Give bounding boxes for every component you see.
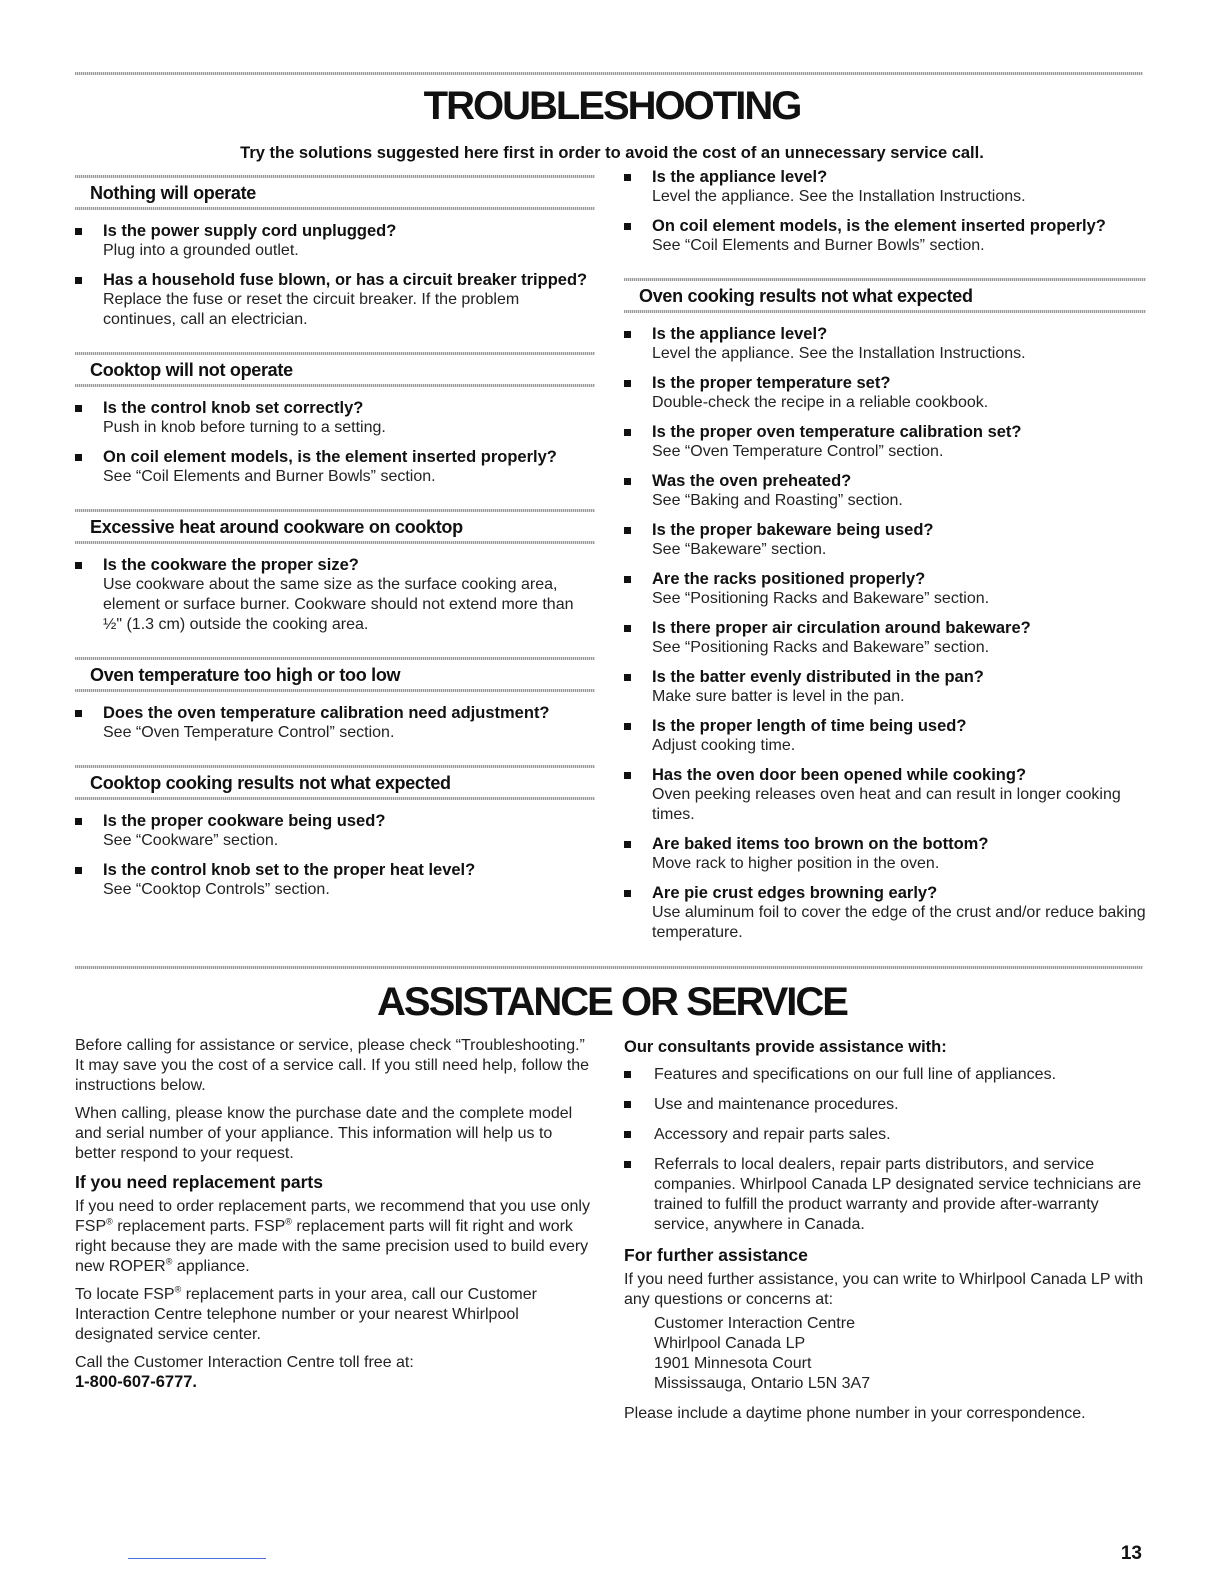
list-item xyxy=(624,521,1146,560)
bullet-icon xyxy=(624,1131,631,1138)
group-cooktop-not-operate xyxy=(75,352,595,487)
answer: See “Bakeware” section. xyxy=(652,541,827,558)
answer: Double-check the recipe in a reliable cookbook. xyxy=(652,394,989,411)
call-paragraph: Call the Customer Interaction Centre toll free at: xyxy=(75,1354,414,1371)
list-item xyxy=(624,325,1146,364)
question: Is the batter evenly distributed in the pan? xyxy=(652,668,984,686)
group-nothing-operate xyxy=(75,175,595,330)
answer: See “Oven Temperature Control” section. xyxy=(103,724,395,741)
answer: See “Positioning Racks and Bakeware” section. xyxy=(652,639,990,656)
list-item xyxy=(624,472,1146,511)
bullet-icon xyxy=(624,429,631,436)
question: Was the oven preheated? xyxy=(652,472,852,490)
subheading: Excessive heat around cookware on cooktop xyxy=(75,509,595,544)
list-item xyxy=(624,374,1146,413)
list-item xyxy=(624,570,1146,609)
troubleshooting-title: TROUBLESHOOTING xyxy=(423,84,801,128)
answer: Replace the fuse or reset the circuit breaker. If the problem continues, call an electrician. xyxy=(103,291,520,328)
mailing-address xyxy=(624,1314,1146,1394)
question: Is the control knob set correctly? xyxy=(103,399,364,417)
question: Has a household fuse blown, or has a circuit breaker tripped? xyxy=(103,271,588,289)
list-item xyxy=(624,217,1146,256)
question: Are pie crust edges browning early? xyxy=(652,884,938,902)
question: On coil element models, is the element inserted properly? xyxy=(652,217,1106,235)
answer: Level the appliance. See the Installation Instructions. xyxy=(652,345,1026,362)
answer: Use aluminum foil to cover the edge of the crust and/or reduce baking temperature. xyxy=(652,904,1146,941)
subheading: Oven temperature too high or too low xyxy=(75,657,595,692)
list-item: Features and specifications on our full line of appliances. xyxy=(624,1065,1146,1085)
answer: See “Oven Temperature Control” section. xyxy=(652,443,944,460)
bullet-icon xyxy=(624,674,631,681)
closing-text: Please include a daytime phone number in your correspondence. xyxy=(624,1405,1086,1422)
question: Are the racks positioned properly? xyxy=(652,570,926,588)
list-item xyxy=(624,835,1146,874)
list-item xyxy=(75,448,595,487)
top-divider xyxy=(75,72,1143,75)
bullet-icon xyxy=(75,454,82,461)
question: Is the proper oven temperature calibration set? xyxy=(652,423,1022,441)
bullet-icon xyxy=(75,228,82,235)
answer: See “Baking and Roasting” section. xyxy=(652,492,903,509)
bullet-icon xyxy=(624,478,631,485)
list-item: Referrals to local dealers, repair parts distributors, and service companies. Whirlpool Canada LP designated service technicians are trained to fulfill the product warranty and provide after-warranty service, anywhere in Canada. xyxy=(624,1155,1146,1235)
calling-paragraph: When calling, please know the purchase date and the complete model and serial number of your appliance. This information will help us to better respond to your request. xyxy=(75,1105,573,1162)
question: Is the appliance level? xyxy=(652,325,828,343)
list-item xyxy=(75,271,595,330)
bullet-icon xyxy=(624,331,631,338)
list-item xyxy=(624,423,1146,462)
bullet-icon xyxy=(624,1101,631,1108)
question: Has the oven door been opened while cooking? xyxy=(652,766,1027,784)
bullet-icon xyxy=(75,867,82,874)
further-assistance-text: If you need further assistance, you can write to Whirlpool Canada LP with any questions or concerns at: xyxy=(624,1271,1144,1308)
section-divider xyxy=(75,966,1143,969)
consultants-heading: Our consultants provide assistance with: xyxy=(624,1038,947,1056)
question: Is the proper temperature set? xyxy=(652,374,891,392)
address-line: 1901 Minnesota Court xyxy=(654,1355,812,1372)
group-excessive-heat xyxy=(75,509,595,635)
bullet-icon xyxy=(624,380,631,387)
answer: Make sure batter is level in the pan. xyxy=(652,688,905,705)
answer: Level the appliance. See the Installation Instructions. xyxy=(652,188,1026,205)
bullet-icon xyxy=(624,772,631,779)
address-line: Mississauga, Ontario L5N 3A7 xyxy=(654,1375,871,1392)
list-item xyxy=(75,222,595,261)
list-item xyxy=(624,619,1146,658)
locate-parts-paragraph: To locate FSP® replacement parts in your area, call our Customer Interaction Centre telephone number or your nearest Whirlpool designated service center. xyxy=(75,1284,537,1343)
bullet-icon xyxy=(624,527,631,534)
list-item xyxy=(75,556,595,635)
replacement-parts-paragraph: If you need to order replacement parts, we recommend that you use only FSP® replacement parts. FSP® replacement parts will fit right and work right because they are made with the same precision used to build every new ROPER® appliance. xyxy=(75,1198,590,1275)
list-item: Accessory and repair parts sales. xyxy=(624,1125,1146,1145)
subheading: Oven cooking results not what expected xyxy=(624,278,1146,313)
troubleshooting-right-column xyxy=(624,168,1146,965)
list-item xyxy=(624,168,1146,207)
footer-line xyxy=(128,1558,266,1559)
group-oven-results xyxy=(624,278,1146,943)
answer: Move rack to higher position in the oven. xyxy=(652,855,940,872)
address-line: Whirlpool Canada LP xyxy=(654,1335,806,1352)
list-item xyxy=(624,668,1146,707)
question: Is the proper length of time being used? xyxy=(652,717,967,735)
bullet-icon xyxy=(75,710,82,717)
answer: See “Cooktop Controls” section. xyxy=(103,881,330,898)
answer: Use cookware about the same size as the surface cooking area, element or surface burner. Cookware should not extend more than ½" (1.3 cm) outside the cooking area. xyxy=(103,576,574,633)
bullet-icon xyxy=(75,818,82,825)
question: On coil element models, is the element inserted properly? xyxy=(103,448,557,466)
phone-number: 1-800-607-6777. xyxy=(75,1373,198,1391)
question: Is the proper bakeware being used? xyxy=(652,521,934,539)
answer: See “Coil Elements and Burner Bowls” section. xyxy=(103,468,436,485)
assistance-title: ASSISTANCE OR SERVICE xyxy=(377,980,847,1024)
assistance-right-column xyxy=(624,1036,1146,1432)
address-line: Customer Interaction Centre xyxy=(654,1315,855,1332)
list-item xyxy=(624,766,1146,825)
question: Is the appliance level? xyxy=(652,168,828,186)
bullet-icon xyxy=(624,625,631,632)
answer: See “Positioning Racks and Bakeware” section. xyxy=(652,590,990,607)
troubleshooting-left-column xyxy=(75,175,595,922)
answer: See “Cookware” section. xyxy=(103,832,279,849)
list-item xyxy=(624,717,1146,756)
bullet-icon xyxy=(624,841,631,848)
troubleshooting-intro: Try the solutions suggested here first in order to avoid the cost of an unnecessary service call. xyxy=(240,144,984,162)
bullet-icon xyxy=(624,1071,631,1078)
assistance-left-column xyxy=(75,1036,590,1392)
answer: Oven peeking releases oven heat and can result in longer cooking times. xyxy=(652,786,1121,823)
list-item xyxy=(75,399,595,438)
bullet-icon xyxy=(624,223,631,230)
answer: See “Coil Elements and Burner Bowls” section. xyxy=(652,237,985,254)
further-assistance-heading: For further assistance xyxy=(624,1245,808,1265)
question: Is the power supply cord unplugged? xyxy=(103,222,397,240)
question: Is the cookware the proper size? xyxy=(103,556,359,574)
answer: Push in knob before turning to a setting. xyxy=(103,419,386,436)
question: Is the proper cookware being used? xyxy=(103,812,386,830)
question: Is the control knob set to the proper heat level? xyxy=(103,861,476,879)
list-item xyxy=(624,884,1146,943)
list-item xyxy=(75,704,595,743)
answer: Plug into a grounded outlet. xyxy=(103,242,299,259)
subheading: Cooktop will not operate xyxy=(75,352,595,387)
bullet-icon xyxy=(624,1161,631,1168)
bullet-icon xyxy=(624,576,631,583)
answer: Adjust cooking time. xyxy=(652,737,796,754)
bullet-icon xyxy=(75,562,82,569)
page-number: 13 xyxy=(1120,1543,1142,1564)
bullet-icon xyxy=(75,405,82,412)
group-cooktop-results xyxy=(75,765,595,900)
intro-paragraph: Before calling for assistance or service, please check “Troubleshooting.” It may save you the cost of a service call. If you still need help, follow the instructions below. xyxy=(75,1037,590,1094)
bullet-icon xyxy=(75,277,82,284)
question: Is there proper air circulation around bakeware? xyxy=(652,619,1031,637)
subheading: Cooktop cooking results not what expected xyxy=(75,765,595,800)
question: Are baked items too brown on the bottom? xyxy=(652,835,989,853)
list-item xyxy=(75,861,595,900)
bullet-icon xyxy=(624,723,631,730)
list-item: Use and maintenance procedures. xyxy=(624,1095,1146,1115)
list-item xyxy=(75,812,595,851)
replacement-parts-heading: If you need replacement parts xyxy=(75,1172,323,1192)
subheading: Nothing will operate xyxy=(75,175,595,210)
bullet-icon xyxy=(624,890,631,897)
question: Does the oven temperature calibration need adjustment? xyxy=(103,704,550,722)
group-oven-temperature xyxy=(75,657,595,743)
oven-results-list xyxy=(624,325,1146,943)
bullet-icon xyxy=(624,174,631,181)
